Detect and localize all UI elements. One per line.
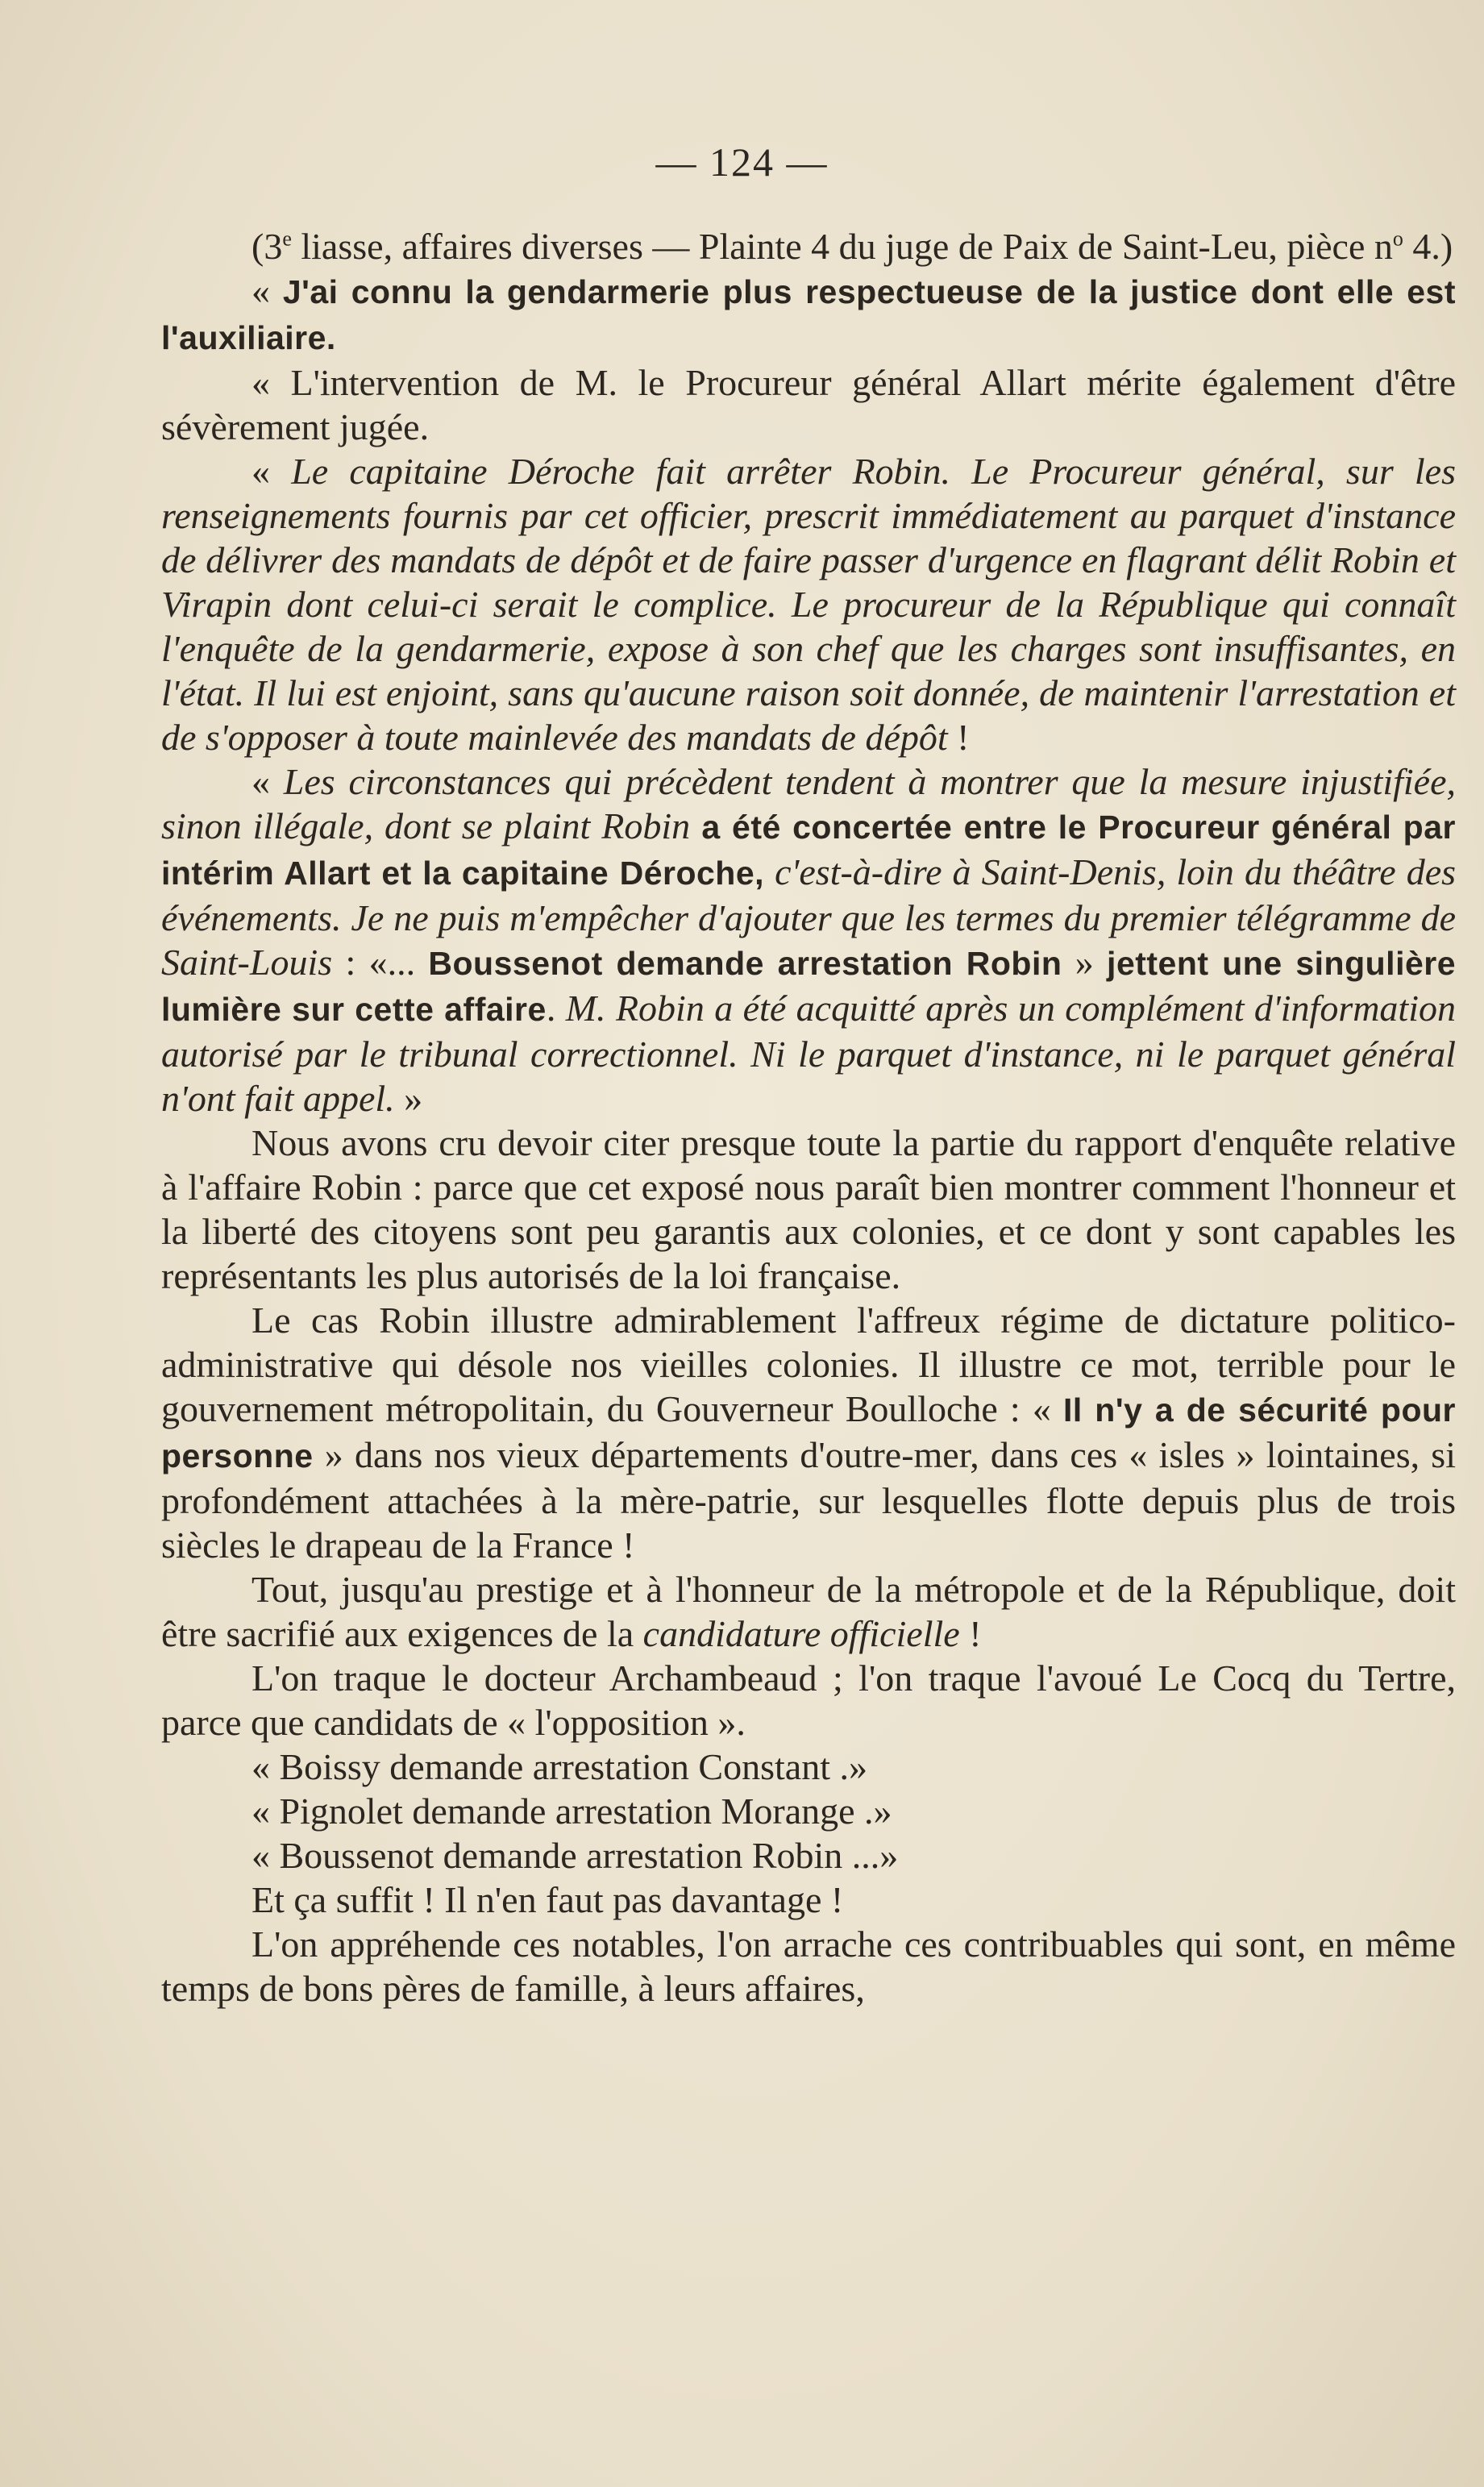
superscript: o (1392, 227, 1403, 251)
text-run: « L'intervention de M. le Procureur général Allart mérite également d'être sévèrement jugée. (161, 362, 1456, 447)
text-run: « (251, 451, 292, 492)
text-run: Le cas Robin illustre admirablement l'affreux régime de dictature politico-administrative qui désole nos vieilles colonies. Il illustre ce mot, terrible pour le gouvernement métropolitain, du Gouverneur Boulloche : « (161, 1300, 1456, 1429)
text-run: . (546, 988, 566, 1029)
paragraph (161, 1656, 1456, 1745)
paragraph (161, 1878, 1456, 1922)
text-run: » dans nos vieux départements d'outre-mer, dans ces « isles » lointaines, si profondément attachées à la mère-patrie, sur lesquelles flotte depuis plus de trois siècles le drapeau de la France ! (161, 1434, 1456, 1566)
text-run: 4.) (1403, 226, 1453, 267)
text-run: » (394, 1078, 423, 1119)
text-run: « Pignolet demande arrestation Morange .» (251, 1790, 892, 1832)
paragraph (161, 1789, 1456, 1833)
text-run: L'on traque le docteur Archambeaud ; l'on traque l'avoué Le Cocq du Tertre, parce que candidats de « l'opposition ». (161, 1657, 1456, 1743)
body-text (161, 224, 1456, 2011)
bold-text-run: J'ai connu la gendarmerie plus respectueuse de la justice dont elle est l'auxiliaire. (161, 273, 1456, 356)
text-run: « Boussenot demande arrestation Robin ...» (251, 1835, 899, 1876)
paragraph (161, 1567, 1456, 1656)
paragraph (161, 1833, 1456, 1878)
italic-text-run: Les circonstances qui précèdent tendent à montrer que la mesure injustifiée, sinon illégale, dont se plaint Robin (161, 761, 1456, 846)
paragraph (161, 449, 1456, 759)
text-run: ! (947, 717, 970, 758)
bold-text-run: a été concertée entre le Procureur général par intérim Allart et la capitaine Déroche, (161, 809, 1456, 892)
paragraph (161, 1745, 1456, 1789)
paragraph (161, 1298, 1456, 1567)
paragraph (161, 360, 1456, 449)
page-number: — 124 — (655, 139, 829, 185)
paragraph (161, 1121, 1456, 1298)
text-run: ! (959, 1613, 982, 1654)
paragraph (161, 268, 1456, 360)
bold-text-run: jettent une singulière lumière sur cette affaire (161, 945, 1457, 1028)
text-run: Et ça suffit ! Il n'en faut pas davantage ! (251, 1879, 844, 1920)
paragraph (161, 1922, 1456, 2011)
bold-text-run: Boussenot demande arrestation Robin (428, 945, 1062, 982)
superscript: e (282, 227, 292, 251)
text-run: Tout, jusqu'au prestige et à l'honneur de la métropole et de la République, doit être sacrifié aux exigences de la (161, 1569, 1456, 1654)
text-run: « (251, 761, 284, 802)
italic-text-run: c'est-à-dire à Saint-Denis, loin du théâtre des événements. Je ne puis m'empêcher d'ajouter que les termes du premier télégramme de Saint-Louis (161, 851, 1457, 983)
italic-text-run: candidature officielle (642, 1613, 960, 1654)
italic-text-run: M. Robin a été acquitté après un complément d'information autorisé par le tribunal correctionnel. Ni le parquet d'instance, ni le parquet général n'ont fait appel. (161, 988, 1456, 1119)
text-run: L'on appréhende ces notables, l'on arrache ces contribuables qui sont, en même temps de bons pères de famille, à leurs affaires, (161, 1923, 1456, 2009)
italic-text-run: Le capitaine Déroche fait arrêter Robin. Le Procureur général, sur les renseignements fournis par cet officier, prescrit immédiatement au parquet d'instance de délivrer des mandats de dépôt et de faire passer d'urgence en flagrant délit Robin et Virapin dont celui-ci serait le complice. Le procureur de la République qui connaît l'enquête de la gendarmerie, expose à son chef que les charges sont insuffisantes, en l'état. Il lui est enjoint, sans qu'aucune raison soit donnée, de maintenir l'arrestation et de s'opposer à toute mainlevée des mandats de dépôt (161, 451, 1456, 758)
text-run: (3 (251, 226, 283, 267)
text-run: » (1062, 942, 1108, 983)
text-run: « (251, 270, 283, 311)
text-run: « Boissy demande arrestation Constant .» (251, 1746, 867, 1787)
paragraph (161, 224, 1456, 268)
text-run: liasse, affaires diverses — Plainte 4 du juge de Paix de Saint-Leu, pièce n (291, 226, 1393, 267)
text-run: : «... (332, 942, 429, 983)
paragraph (161, 759, 1456, 1121)
bold-text-run: Il n'y a de sécurité pour personne (161, 1391, 1456, 1474)
text-run: Nous avons cru devoir citer presque toute la partie du rapport d'enquête relative à l'affaire Robin : parce que cet exposé nous paraît bien montrer comment l'honneur et la liberté des citoyens sont peu garantis aux colonies, et ce dont y sont capables les représentants les plus autorisés de la loi française. (161, 1122, 1456, 1296)
